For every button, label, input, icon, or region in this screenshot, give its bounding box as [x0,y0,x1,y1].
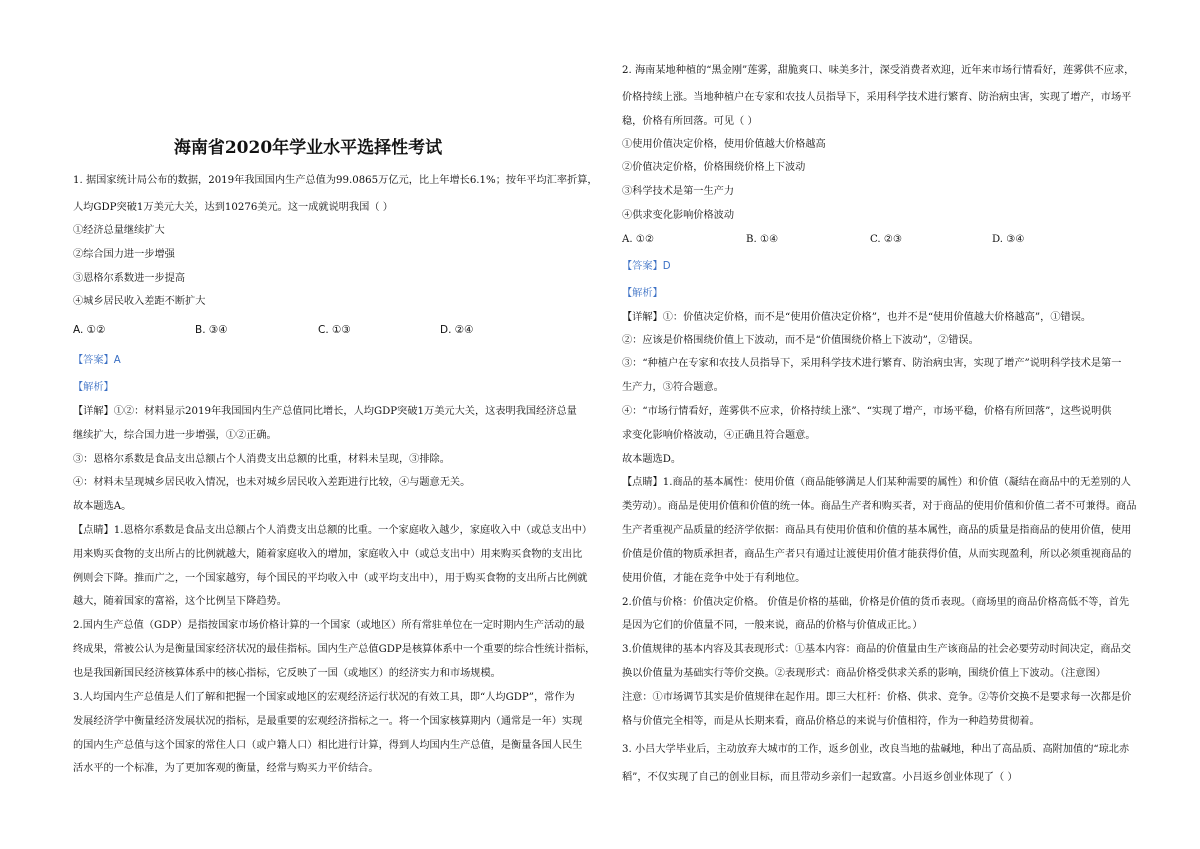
q2-tip-9: 换以价值量为基础实行等价交换。②表现形式：商品价格受供求关系的影响，围绕价值上下波动。（注意图） [622,668,1106,679]
q2-detail-7: 故本题选D。 [622,454,682,465]
q2-item-4: ④供求变化影响价格波动 [622,210,735,221]
q1-stem-line-1: 1. 据国家统计局公布的数据，2019年我国国内生产总值为99.0865万亿元，比上年增长6.1%；按年平均汇率折算， [73,175,598,186]
q2-tip-5: 使用价值，才能在竞争中处于有利地位。 [622,573,806,584]
q1-item-1: ①经济总量继续扩大 [73,225,165,236]
q2-stem-line-2: 价格持续上涨。当地种植户在专家和农技人员指导下，采用科学技术进行繁育、防治病虫害，实现了增产，市场平 [622,92,1132,103]
q2-tip-7: 是因为它们的价值量不同，一般来说，商品的价格与价值成正比。） [622,620,923,631]
q2-tip-1: 【点睛】1.商品的基本属性：使用价值（商品能够满足人们某种需要的属性）和价值（凝结在商品中的无差别的人 [622,477,1131,488]
q1-option-d: D. ②④ [440,324,474,336]
q1-tip-4: 越大，随着国家的富裕，这个比例呈下降趋势。 [73,596,287,607]
q2-detail-6: 求变化影响价格波动，④正确且符合题意。 [622,430,816,441]
q2-tip-4: 价值是价值的物质承担者，商品生产者只有通过让渡使用价值才能获得价值，从而实现盈利，所以必须重视商品的 [622,549,1132,560]
q2-analysis-heading: 【解析】 [622,288,663,299]
page-title: 海南省2020年学业水平选择性考试 [173,138,443,158]
q2-detail-5: ④：“市场行情看好，莲雾供不应求，价格持续上涨”、“实现了增产，市场平稳，价格有所回落”，这些说明供 [622,406,1112,417]
q2-answer: 【答案】D [622,261,671,272]
q1-tip-10: 的国内生产总值与这个国家的常住人口（或户籍人口）相比进行计算，得到人均国内生产总值，是衡量各国人民生 [73,740,583,751]
q2-detail-2: ②：应该是价格围绕价值上下波动，而不是“价值围绕价格上下波动”，②错误。 [622,335,979,346]
q1-tip-2: 用来购买食物的支出所占的比例就越大，随着家庭收入的增加，家庭收入中（或总支出中）用来购买食物的支出比 [73,549,583,560]
q1-tip-9: 发展经济学中衡量经济发展状况的指标，是最重要的宏观经济指标之一。将一个国家核算期内（通常是一年）实现 [73,716,583,727]
q1-tip-1: 【点睛】1.恩格尔系数是食品支出总额占个人消费支出总额的比重。一个家庭收入越少，家庭收入中（或总支出中） [73,525,593,536]
q2-item-1: ①使用价值决定价格，使用价值越大价格越高 [622,139,826,150]
q1-detail-2: 继续扩大，综合国力进一步增强，①②正确。 [73,430,277,441]
q3-stem-line-2: 稻”，不仅实现了自己的创业目标，而且带动乡亲们一起致富。小吕返乡创业体现了（ ） [622,772,1018,783]
q2-tip-10: 注意：①市场调节其实是价值规律在起作用。即三大杠杆：价格、供求、竞争。②等价交换不是要求每一次都是价 [622,692,1132,703]
q2-option-b: B. ①④ [746,234,779,245]
q1-detail-3: ③：恩格尔系数是食品支出总额占个人消费支出总额的比重，材料未呈现，③排除。 [73,454,450,465]
q2-detail-4: 生产力，③符合题意。 [622,382,724,393]
q1-item-2: ②综合国力进一步增强 [73,249,175,260]
q3-stem-line-1: 3. 小吕大学毕业后，主动放弃大城市的工作，返乡创业，改良当地的盐碱地，种出了高品质、高附加值的“琼北赤 [622,744,1130,755]
q2-item-2: ②价值决定价格，价格围绕价格上下波动 [622,162,806,173]
q1-stem-line-2: 人均GDP突破1万美元大关，达到10276美元。这一成就说明我国（ ） [73,202,393,213]
q2-tip-6: 2.价值与价格：价值决定价格。 价值是价格的基础，价格是价值的货币表现。（商场里的商品价格高低不等，首先 [622,597,1130,608]
q1-item-3: ③恩格尔系数进一步提高 [73,273,186,284]
q2-tip-8: 3.价值规律的基本内容及其表现形式：①基本内容：商品的价值量由生产该商品的社会必要劳动时间决定，商品交 [622,644,1131,655]
q1-detail-4: ④：材料未呈现城乡居民收入情况，也未对城乡居民收入差距进行比较，④与题意无关。 [73,477,471,488]
q1-option-b: B. ③④ [195,324,228,336]
q1-tip-5: 2.国内生产总值（GDP）是指按国家市场价格计算的一个国家（或地区）所有常驻单位在一定时期内生产活动的最 [73,620,585,631]
q2-option-d: D. ③④ [992,234,1025,245]
q2-item-3: ③科学技术是第一生产力 [622,186,735,197]
q1-detail-5: 故本题选A。 [73,501,132,512]
q1-option-c: C. ①③ [318,324,351,336]
q1-analysis-heading: 【解析】 [73,382,114,393]
q2-detail-1: 【详解】①：价值决定价格，而不是“使用价值决定价格”，也并不是“使用价值越大价格越高”，①错误。 [622,312,1092,323]
q1-tip-8: 3.人均国内生产总值是人们了解和把握一个国家或地区的宏观经济运行状况的有效工具，即“人均GDP”，常作为 [73,692,575,703]
q2-option-a: A. ①② [622,234,655,245]
q1-answer: 【答案】A [73,355,121,366]
q1-item-4: ④城乡居民收入差距不断扩大 [73,296,206,307]
q1-detail-1: 【详解】①②：材料显示2019年我国国内生产总值同比增长，人均GDP突破1万美元大关，这表明我国经济总量 [73,406,577,417]
q2-stem-line-1: 2. 海南某地种植的“黑金刚”莲雾，甜脆爽口、味美多汁，深受消费者欢迎，近年来市场行情看好，莲雾供不应求， [622,65,1135,76]
q1-tip-6: 终成果，常被公认为是衡量国家经济状况的最佳指标。国内生产总值GDP是核算体系中一个重要的综合性统计指标， [73,644,596,655]
q1-option-a: A. ①② [73,324,106,336]
q1-tip-7: 也是我国新国民经济核算体系中的核心指标，它反映了一国（或地区）的经济实力和市场规模。 [73,668,501,679]
q2-tip-2: 类劳动）。商品是使用价值和价值的统一体。商品生产者和购买者，对于商品的使用价值和价值二者不可兼得。商品 [622,501,1137,512]
q1-tip-3: 例则会下降。推而广之，一个国家越穷，每个国民的平均收入中（或平均支出中），用于购买食物的支出所占比例就 [73,573,588,584]
q2-tip-3: 生产者重视产品质量的经济学依据：商品具有使用价值和价值的基本属性，商品的质量是指商品的使用价值，使用 [622,525,1132,536]
q2-option-c: C. ②③ [870,234,903,245]
q2-detail-3: ③：“种植户在专家和农技人员指导下，采用科学技术进行繁育、防治病虫害，实现了增产”说明科学技术是第一 [622,358,1122,369]
q1-tip-11: 活水平的一个标准，为了更加客观的衡量，经常与购买力平价结合。 [73,763,379,774]
q2-tip-11: 格与价值完全相等，而是从长期来看，商品价格总的来说与价值相符，作为一种趋势贯彻着。 [622,716,1040,727]
q2-stem-line-3: 稳，价格有所回落。可见（ ） [622,116,758,127]
